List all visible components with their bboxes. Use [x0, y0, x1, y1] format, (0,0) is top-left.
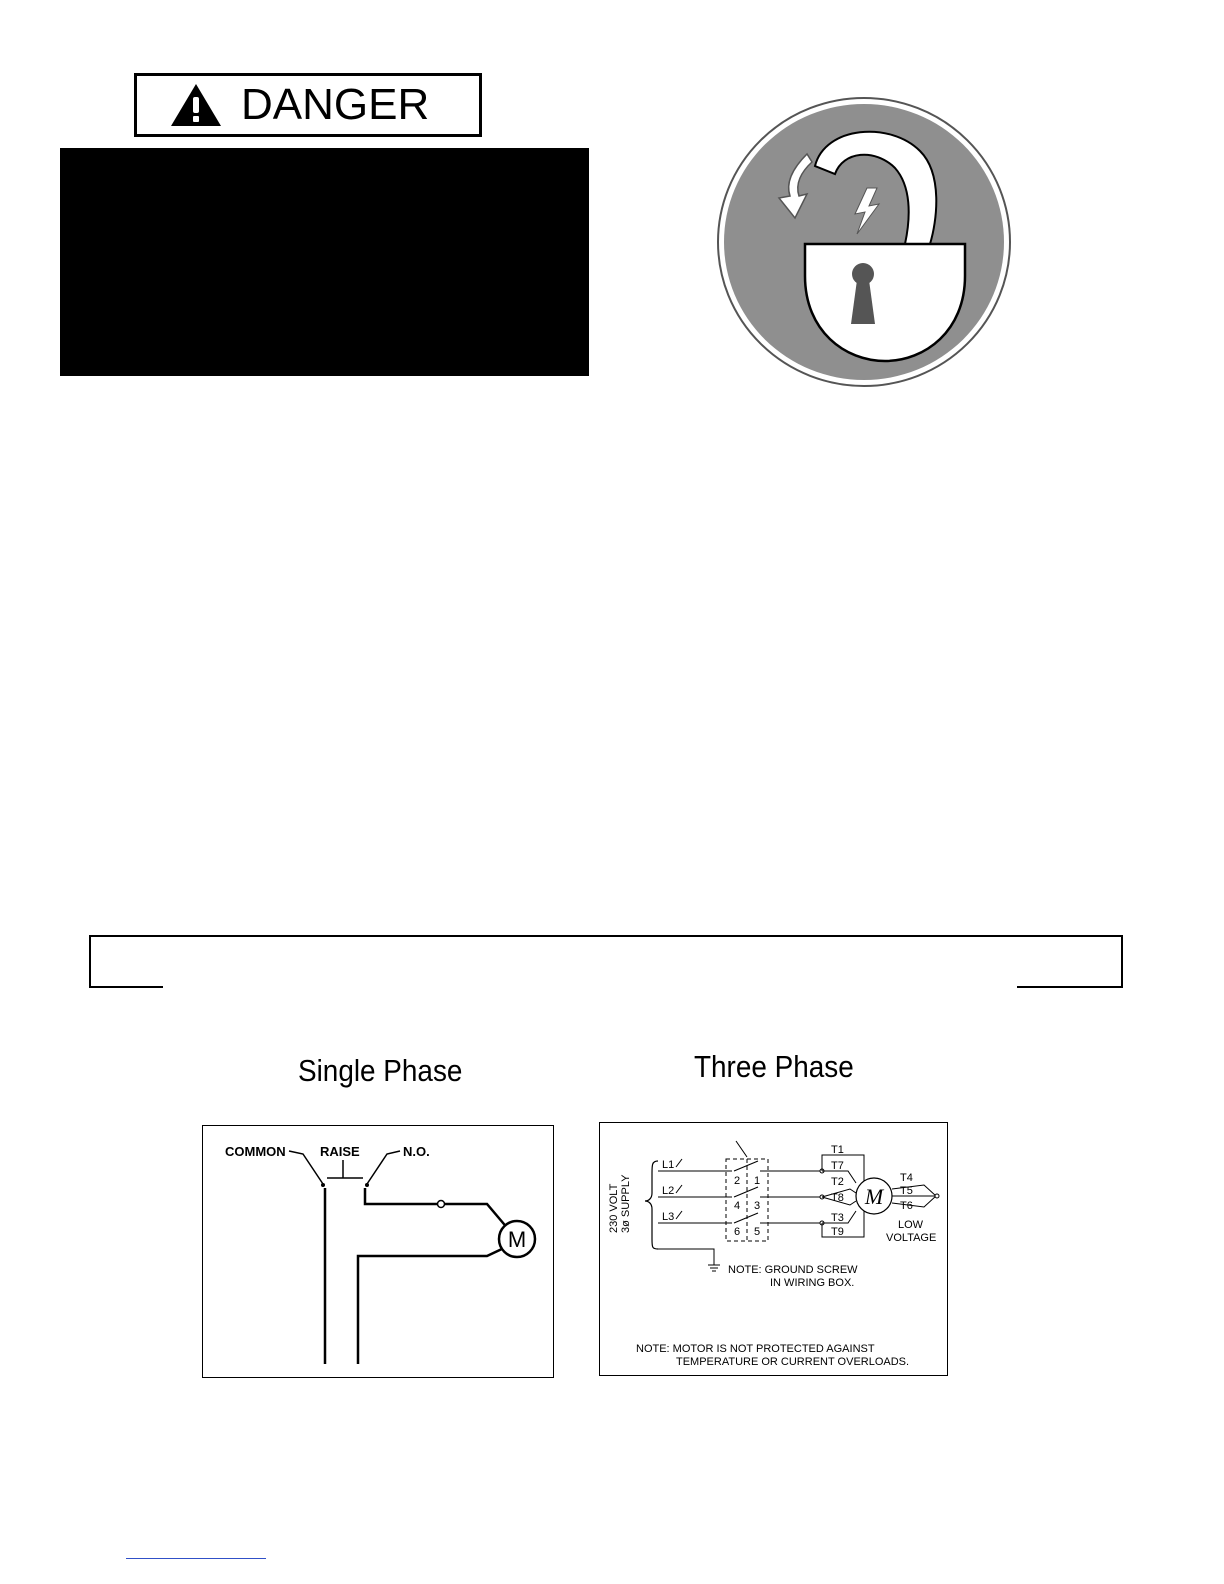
label-normally-open: N.O. [403, 1144, 430, 1159]
terminal-t8: T8 [831, 1192, 844, 1204]
ground-note-line2: IN WIRING BOX. [770, 1277, 855, 1289]
terminal-t3: T3 [831, 1212, 844, 1224]
overload-note-line1: NOTE: MOTOR IS NOT PROTECTED AGAINST [636, 1343, 875, 1355]
notice-box-bottom-left [89, 986, 163, 988]
contact-6: 6 [734, 1226, 741, 1238]
notice-box-bottom-right [1017, 986, 1121, 988]
supply-line1: 230 VOLT [608, 1183, 620, 1233]
three-motor-label: M [864, 1184, 884, 1209]
contact-4: 4 [734, 1200, 741, 1212]
label-common: COMMON [225, 1144, 286, 1159]
line-l3: L3 [662, 1211, 675, 1223]
lockout-padlock-icon [715, 96, 1013, 388]
supply-line2: 3ø SUPPLY [620, 1174, 632, 1233]
terminal-t9: T9 [831, 1226, 844, 1238]
voltage-line1: LOW [898, 1219, 924, 1231]
terminal-t7: T7 [831, 1160, 844, 1172]
warning-triangle-icon [169, 82, 223, 128]
notice-box [89, 935, 1123, 988]
overload-note-line2: TEMPERATURE OR CURRENT OVERLOADS. [676, 1356, 910, 1368]
terminal-t1: T1 [831, 1144, 844, 1156]
danger-message-panel [60, 148, 589, 376]
contact-5: 5 [754, 1226, 761, 1238]
contact-1: 1 [754, 1175, 761, 1187]
three-phase-title: Three Phase [694, 1049, 854, 1084]
single-motor-label: M [507, 1227, 527, 1252]
voltage-line2: VOLTAGE [886, 1232, 937, 1244]
line-l2: L2 [662, 1185, 675, 1197]
danger-header [134, 73, 482, 137]
three-phase-wiring-diagram [599, 1122, 948, 1376]
terminal-t4: T4 [900, 1172, 913, 1184]
single-phase-title: Single Phase [298, 1053, 463, 1088]
terminal-t5: T5 [900, 1185, 913, 1197]
terminal-t6: T6 [900, 1200, 913, 1212]
footer-rule [126, 1558, 266, 1559]
terminal-t2: T2 [831, 1176, 844, 1188]
single-phase-wiring-diagram [202, 1125, 554, 1378]
danger-title: DANGER [241, 80, 430, 129]
ground-note-line1: NOTE: GROUND SCREW [728, 1264, 858, 1276]
contact-3: 3 [754, 1200, 761, 1212]
line-l1: L1 [662, 1159, 675, 1171]
contact-2: 2 [734, 1175, 741, 1187]
label-raise: RAISE [320, 1144, 360, 1159]
